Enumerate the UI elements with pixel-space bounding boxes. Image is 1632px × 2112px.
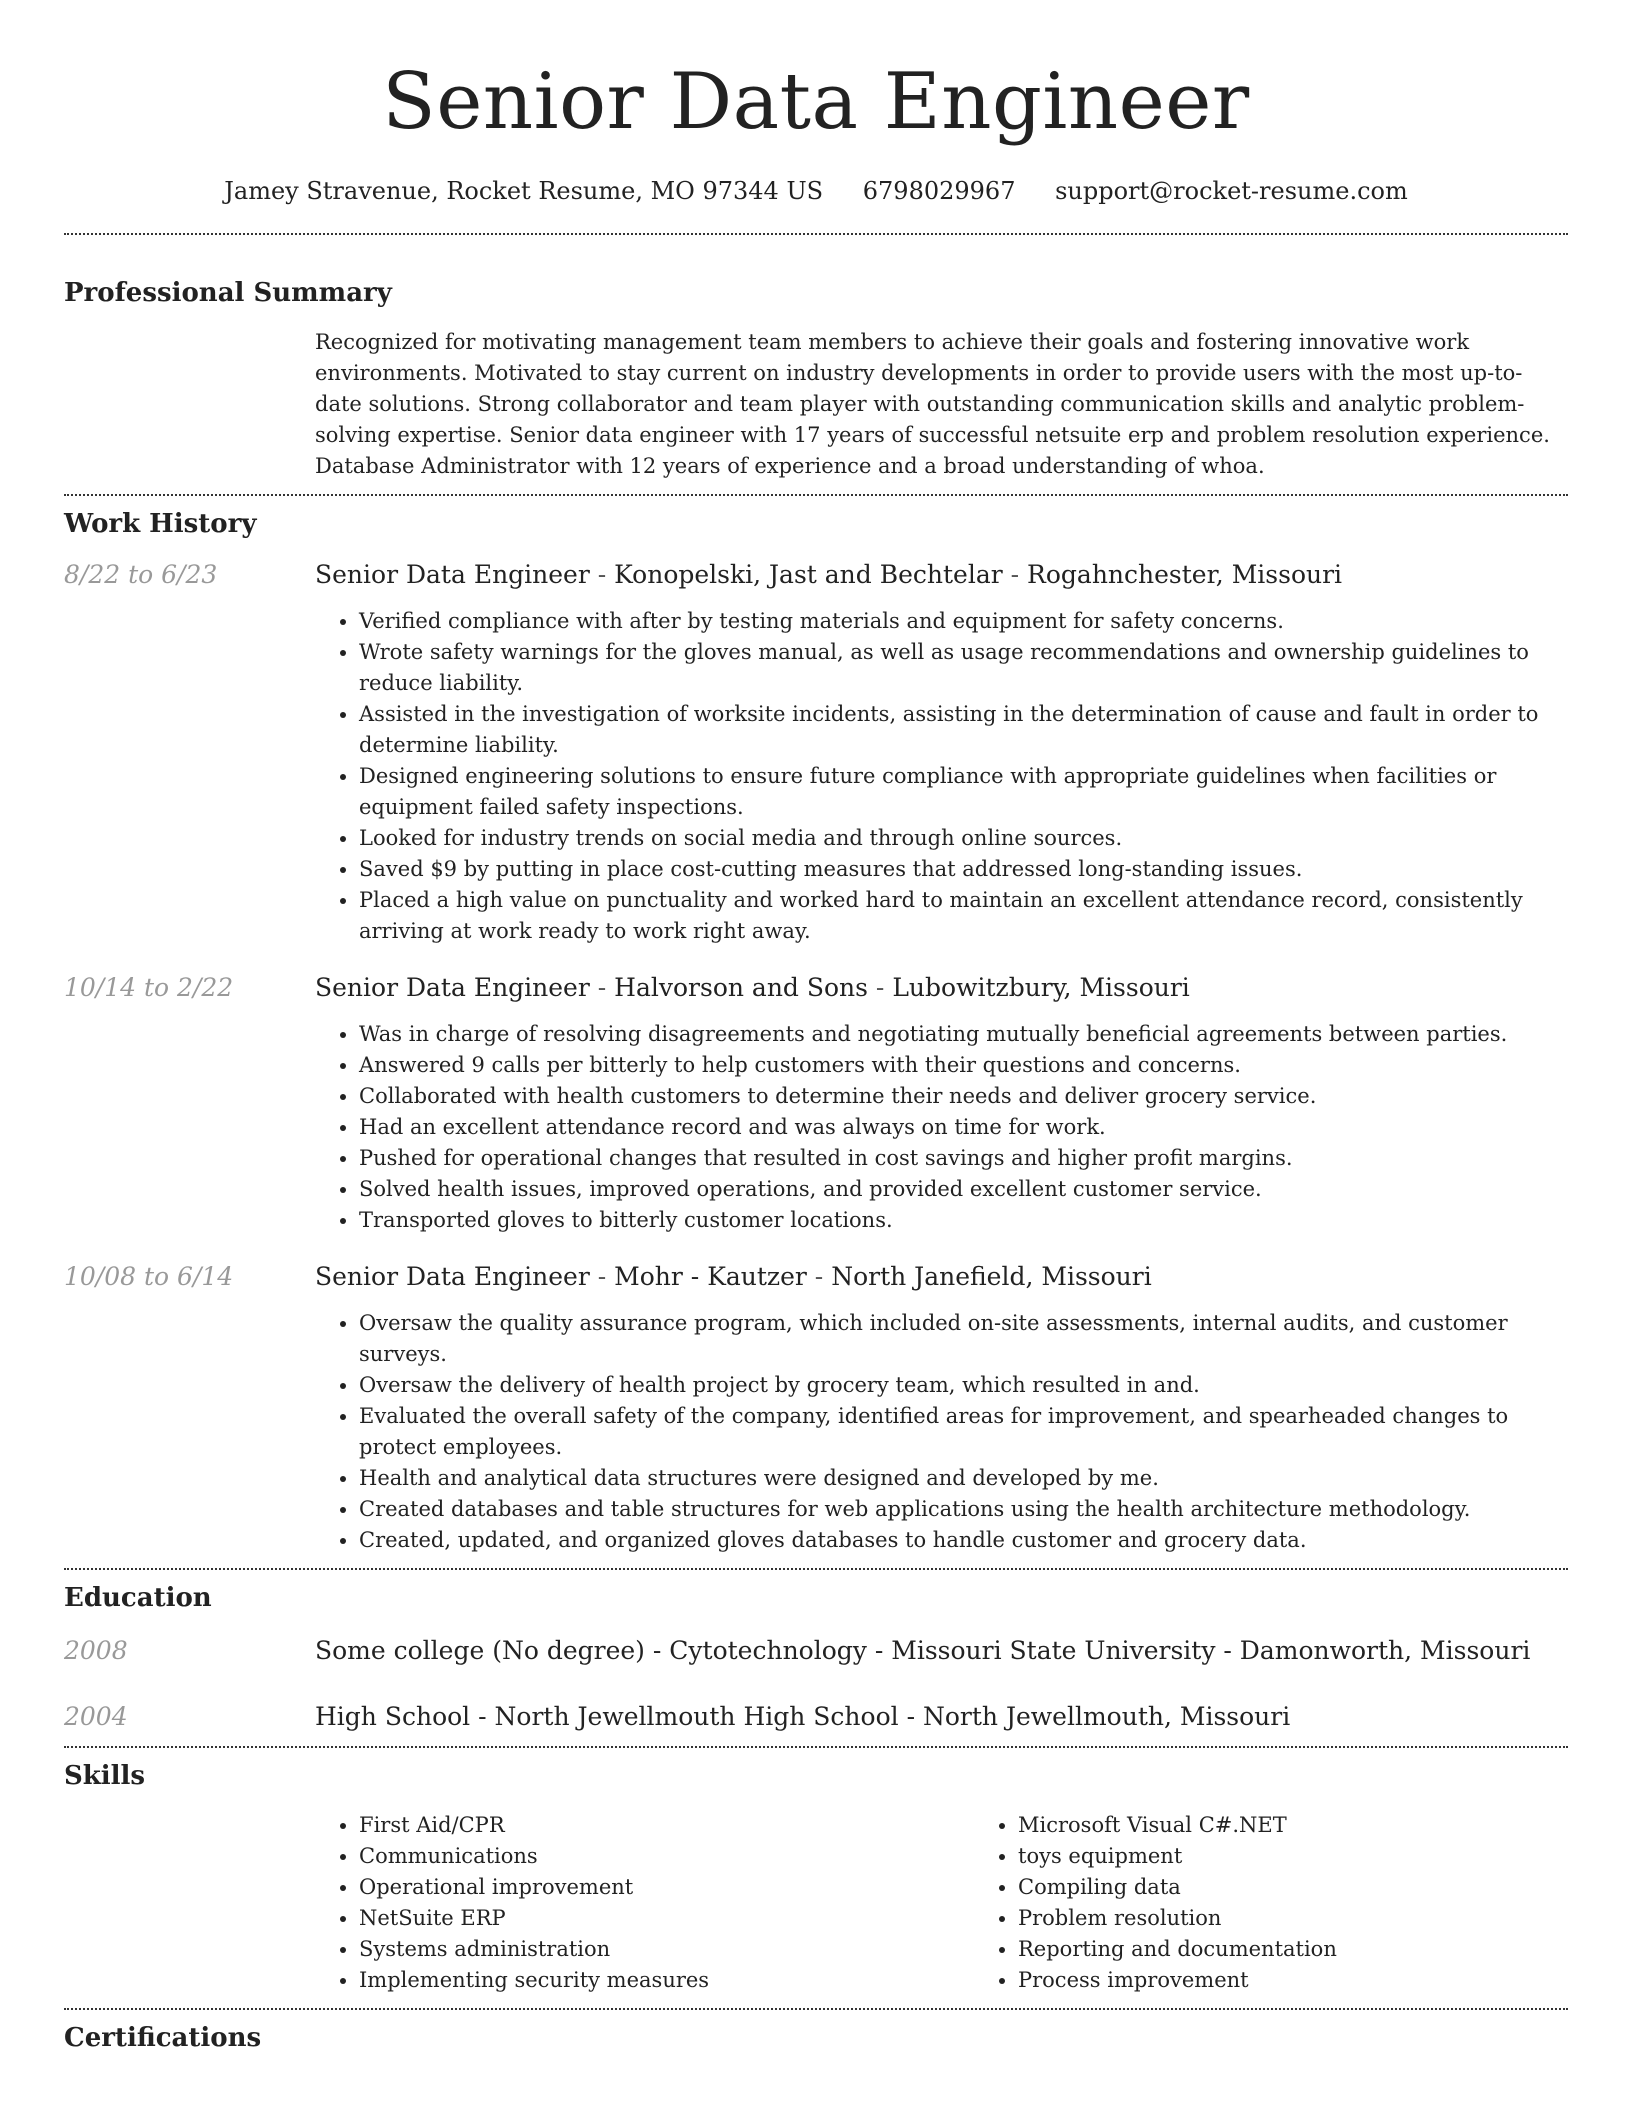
job-dates: 10/08 to 6/14: [64, 1262, 234, 1291]
separator: -: [867, 973, 893, 1002]
job-bullet: • Collaborated with health customers to determine their needs and deliver grocery service.: [359, 1081, 1568, 1112]
education-list: [64, 1634, 1568, 1734]
skill-item: • Process improvement: [1018, 1965, 1632, 1996]
job-entry: [64, 971, 1568, 1236]
contact-line: [64, 174, 1568, 208]
contact-phone: 6798029967: [862, 177, 1016, 205]
resume-title: Senior Data Engineer: [382, 57, 1250, 147]
job-dates: 10/14 to 2/22: [64, 973, 234, 1002]
job-bullet: • Health and analytical data structures were designed and developed by me.: [359, 1463, 1568, 1494]
job-bullets: [315, 1308, 1568, 1556]
skill-item: • Operational improvement: [359, 1872, 974, 1903]
job-bullet: • Solved health issues, improved operations, and provided excellent customer service.: [359, 1174, 1568, 1205]
section-title-work: Work History: [64, 509, 257, 539]
job-company: Mohr - Kautzer: [614, 1262, 807, 1291]
summary-row: [64, 327, 1568, 482]
skills-list-left: [315, 1810, 974, 1996]
job-bullet: • Evaluated the overall safety of the company, identified areas for improvement, and spearheaded changes to protect employees.: [359, 1401, 1568, 1463]
education-year: 2008: [64, 1636, 128, 1665]
skill-item: • Implementing security measures: [359, 1965, 974, 1996]
separator: -: [898, 1702, 923, 1731]
education-degree: Some college (No degree) - Cytotechnology: [315, 1636, 867, 1665]
skills-grid: [315, 1810, 1632, 1996]
job-location: Lubowitzbury, Missouri: [892, 973, 1190, 1002]
job-title: Senior Data Engineer: [315, 1262, 590, 1291]
separator: -: [589, 973, 615, 1002]
job-bullet: • Saved $9 by putting in place cost-cutting measures that addressed long-standing issues.: [359, 854, 1568, 885]
divider: [64, 494, 1568, 496]
job-bullet: • Assisted in the investigation of worksite incidents, assisting in the determination of cause and fault in order to determine liability.: [359, 699, 1568, 761]
separator: -: [866, 1636, 892, 1665]
section-title-summary: Professional Summary: [64, 278, 392, 308]
job-heading: [315, 1260, 1568, 1294]
contact-address: Jamey Stravenue, Rocket Resume, MO 97344 US: [224, 177, 824, 205]
skills-list-right: [974, 1810, 1632, 1996]
job-company: Konopelski, Jast and Bechtelar: [614, 560, 1003, 589]
job-details: [315, 558, 1568, 947]
job-bullet: • Verified compliance with after by testing materials and equipment for safety concerns.: [359, 606, 1568, 637]
job-bullet: • Answered 9 calls per bitterly to help customers with their questions and concerns.: [359, 1050, 1568, 1081]
job-bullet: • Created, updated, and organized gloves databases to handle customer and grocery data.: [359, 1525, 1568, 1556]
job-entry: [64, 558, 1568, 947]
education-school: North Jewellmouth High School: [494, 1702, 899, 1731]
divider: [64, 2008, 1568, 2010]
divider: [64, 1746, 1568, 1748]
job-location: North Janefield, Missouri: [831, 1262, 1152, 1291]
skill-item: • NetSuite ERP: [359, 1903, 974, 1934]
skill-item: • Microsoft Visual C#.NET: [1018, 1810, 1632, 1841]
job-entry: [64, 1260, 1568, 1556]
skill-item: • Problem resolution: [1018, 1903, 1632, 1934]
education-school: Missouri State University: [891, 1636, 1216, 1665]
education-details: [315, 1634, 1568, 1668]
education-entry: [64, 1700, 1568, 1734]
skill-item: • Compiling data: [1018, 1872, 1632, 1903]
section-title-certifications: Certifications: [64, 2023, 262, 2053]
skill-item: • Systems administration: [359, 1934, 974, 1965]
job-heading: [315, 558, 1568, 592]
section-title-skills: Skills: [64, 1761, 146, 1791]
job-title: Senior Data Engineer: [315, 560, 590, 589]
skill-item: • Reporting and documentation: [1018, 1934, 1632, 1965]
divider: [64, 233, 1568, 235]
job-bullet: • Designed engineering solutions to ensure future compliance with appropriate guidelines when facilities or equipment failed safety inspections.: [359, 761, 1568, 823]
job-heading: [315, 971, 1568, 1005]
job-company: Halvorson and Sons: [614, 973, 868, 1002]
job-bullet: • Was in charge of resolving disagreements and negotiating mutually beneficial agreements between parties.: [359, 1019, 1568, 1050]
job-bullet: • Looked for industry trends on social media and through online sources.: [359, 823, 1568, 854]
separator: -: [589, 1262, 615, 1291]
education-entry: [64, 1634, 1568, 1668]
job-bullet: • Placed a high value on punctuality and worked hard to maintain an excellent attendance record, consistently arriving at work ready to work right away.: [359, 885, 1568, 947]
divider: [64, 1568, 1568, 1570]
job-location: Rogahnchester, Missouri: [1027, 560, 1343, 589]
job-bullets: [315, 606, 1568, 947]
job-bullet: • Oversaw the delivery of health project by grocery team, which resulted in and.: [359, 1370, 1568, 1401]
job-details: [315, 1260, 1568, 1556]
contact-email: support@rocket-resume.com: [1055, 177, 1408, 205]
work-history-list: [64, 558, 1568, 1556]
skill-item: • toys equipment: [1018, 1841, 1632, 1872]
separator: -: [589, 560, 615, 589]
education-location: Damonworth, Missouri: [1239, 1636, 1531, 1665]
separator: -: [1215, 1636, 1240, 1665]
separator: -: [806, 1262, 832, 1291]
job-dates: 8/22 to 6/23: [64, 560, 218, 589]
job-bullet: • Transported gloves to bitterly customer locations.: [359, 1205, 1568, 1236]
skills-row: [64, 1810, 1568, 1996]
job-title: Senior Data Engineer: [315, 973, 590, 1002]
education-year: 2004: [64, 1702, 128, 1731]
section-title-education: Education: [64, 1583, 212, 1613]
skill-item: • Communications: [359, 1841, 974, 1872]
skill-item: • First Aid/CPR: [359, 1810, 974, 1841]
job-bullet: • Created databases and table structures for web applications using the health architecture methodology.: [359, 1494, 1568, 1525]
job-bullet: • Had an excellent attendance record and was always on time for work.: [359, 1112, 1568, 1143]
separator: -: [470, 1702, 495, 1731]
education-location: North Jewellmouth, Missouri: [922, 1702, 1291, 1731]
job-bullet: • Oversaw the quality assurance program, which included on-site assessments, internal audits, and customer surveys.: [359, 1308, 1568, 1370]
education-details: [315, 1700, 1568, 1734]
job-details: [315, 971, 1568, 1236]
education-degree: High School: [315, 1702, 471, 1731]
summary-text: Recognized for motivating management team members to achieve their goals and fostering innovative work environments. Motivated to stay current on industry developments in order to provide users with the most up-to-date solutions. Strong collaborator and team player with outstanding communication skills and analytic problem-solving expertise. Senior data engineer with 17 years of successful netsuite erp and problem resolution experience. Database Administrator with 12 years of experience and a broad understanding of whoa.: [315, 330, 1550, 478]
separator: -: [1002, 560, 1028, 589]
job-bullets: [315, 1019, 1568, 1236]
job-bullet: • Pushed for operational changes that resulted in cost savings and higher profit margins.: [359, 1143, 1568, 1174]
job-bullet: • Wrote safety warnings for the gloves manual, as well as usage recommendations and ownership guidelines to reduce liability.: [359, 637, 1568, 699]
